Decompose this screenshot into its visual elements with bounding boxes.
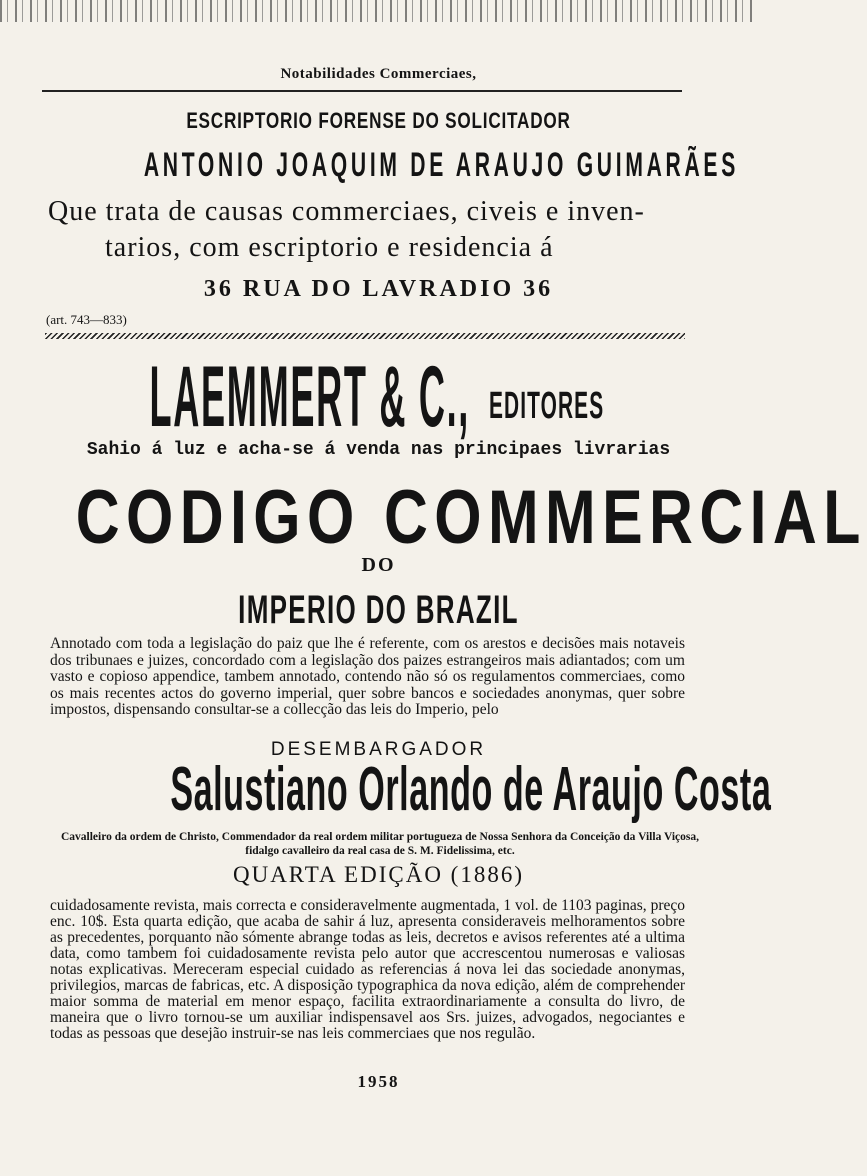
running-head: Notabilidades Commerciaes, — [280, 66, 477, 82]
address: 36 RUA DO LAVRADIO 36 — [203, 276, 554, 302]
description-line-1: Que trata de causas commerciaes, civeis e inven- — [48, 196, 645, 227]
publisher-name: LAEMMERT & C., — [149, 349, 471, 445]
scan-edge-noise — [0, 0, 757, 22]
description-line-2: tarios, com escriptorio e residencia á — [105, 232, 554, 263]
book-subtitle: IMPERIO DO BRAZIL — [238, 588, 519, 632]
header-rule — [42, 90, 682, 92]
solicitor-name: ANTONIO JOAQUIM DE ARAUJO GUIMARÃES — [143, 146, 740, 184]
body-paragraph-2: cuidadosamente revista, mais correcta e consideravelmente augmentada, 1 vol. de 1103 paginas, preço enc. 10$. Esta quarta edição, que acaba de sahir á luz, apresenta consideraveis melhoramentos sobre as precedentes, porquanto não sómente abrange todas as leis, decretos e avisos referentes até a ultima data, como tambem foi cuidadosamente revista pelo autor que accrescentou numerosas e valiosas notas explicativas. Mereceram especial cuidado as referencias á nova lei das sociedade anonymas, privilegios, marcas de fabricas, etc. A disposição typographica da nova edição, além de comprehender maior somma de material em menor espaço, facilita extraordinariamente a consulta do livro, de maneira que o livro tornou-se um auxiliar indispensavel aos Srs. juizes, advogados, negociantes e todas as pessoas que desejão instruir-se nas leis commerciaes que nos regulão. — [50, 897, 685, 1042]
announcement: Sahio á luz e acha-se á venda nas principaes livrarias — [86, 440, 671, 460]
author-title: DESEMBARGADOR — [270, 739, 487, 760]
article-reference: (art. 743—833) — [46, 312, 127, 327]
author-honors: Cavalleiro da ordem de Christo, Commendador da real ordem militar portugueza de Nossa Senhora da Conceição da Villa Viçosa, fidalgo cavalleiro da real casa de S. M. Fidelissima, etc. — [60, 831, 700, 857]
book-title: CODIGO COMMERCIAL — [75, 475, 867, 560]
body-paragraph-1: Annotado com toda a legislação do paiz que lhe é referente, com os arestos e decisões mais notaveis dos tribunaes e juizes, concordado com a legislação dos paizes estrangeiros mais adiantados; com um vasto e copioso appendice, tambem annotado, contendo não só os regulamentos commerciaes, como os mais recentes actos do governo imperial, quer sobre bancos e sociedades anonymas, quer sobre impostos, dispensando consultar-se a collecção das leis do Imperio, pelo — [50, 635, 685, 718]
book-title-do: DO — [361, 554, 396, 576]
decorative-divider — [45, 333, 685, 339]
office-title: ESCRIPTORIO FORENSE DO SOLICITADOR — [186, 108, 571, 133]
author-name: Salustiano Orlando de Araujo Costa — [170, 755, 772, 824]
edition: QUARTA EDIÇÃO (1886) — [232, 862, 525, 887]
publisher-role: EDITORES — [489, 385, 605, 427]
page-number: 1958 — [357, 1072, 400, 1091]
